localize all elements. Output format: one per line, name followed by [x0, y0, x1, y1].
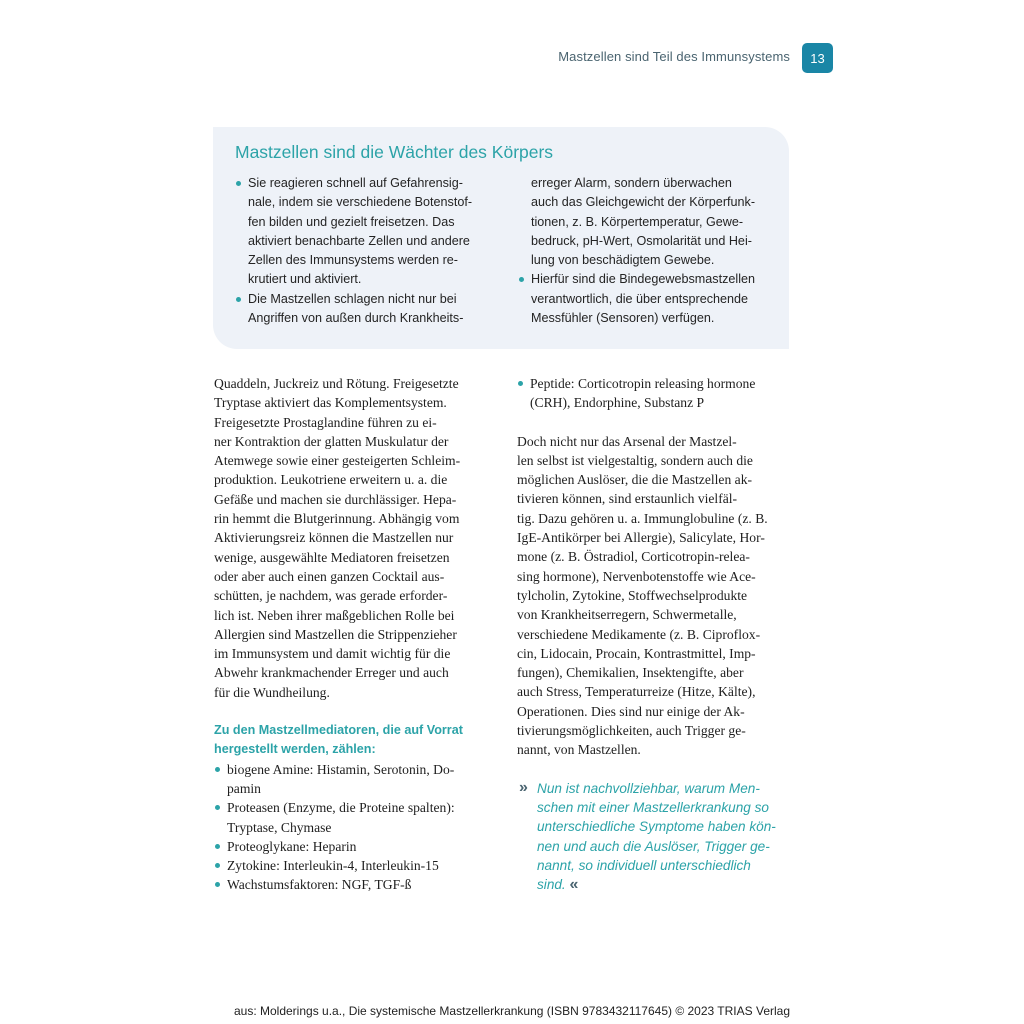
mediators-subheading: Zu den Mastzellmediatoren, die auf Vorrat hergestellt werden, zählen:: [214, 723, 463, 757]
list-item: Proteoglykane: Heparin: [214, 837, 486, 856]
info-box-item-continued: erreger Alarm, sondern überwachen auch das Gleichgewicht der Körperfunk- tionen, z. B. Körpertemperatur, Gewe- bedruck, pH-Wert, Osmolarität und Hei- lung von beschädigtem Gewebe.: [531, 176, 756, 268]
info-box-item: Hierfür sind die Bindegewebsmastzellen verantwortlich, die über entsprechende Messfühler (Sensoren) verfügen.: [518, 270, 773, 328]
peptide-list: [517, 374, 789, 413]
list-item: Wachstumsfaktoren: NGF, TGF-ß: [214, 875, 486, 894]
page-number-badge: 13: [802, 43, 833, 73]
info-box-left-column: [235, 174, 497, 328]
list-item: Proteasen (Enzyme, die Proteine spalten): Tryptase, Chymase: [214, 798, 486, 837]
list-item: Zytokine: Interleukin-4, Interleukin-15: [214, 856, 486, 875]
info-box: [213, 127, 789, 349]
quote-close-icon: «: [569, 876, 579, 894]
pull-quote-text: Nun ist nachvollziehbar, warum Men- schen mit einer Mastzellerkrankung so unterschiedliche Symptome haben kön- nen und auch die Auslöser, Trigger ge- nannt, so individuell unterschiedlich sind.: [537, 780, 776, 893]
running-title: Mastzellen sind Teil des Immunsystems: [558, 49, 790, 64]
right-text-column: [517, 374, 789, 894]
body-paragraph: Quaddeln, Juckreiz und Rötung. Freigesetzte Tryptase aktiviert das Komplementsystem. Freigesetzte Prostaglandine führen zu ei- ner Kontraktion der glatten Muskulatur der Atemwege sowie einer gesteigerten Schleim- produktion. Leukotriene erweitern u. a. die Gefäße und machen sie durchlässiger. Hepa- rin hemmt die Blutgerinnung. Abhängig vom Aktivierungsreiz können die Mastzellen nur wenige, ausgewählte Mediatoren freisetzen oder aber auch einen ganzen Cocktail aus- schütten, je nachdem, was gerade erforder- lich ist. Neben ihrer maßgeblichen Rolle bei Allergien sind Mastzellen die Strippenzieher im Immunsystem und damit wichtig für die Abwehr krankmachender Erreger und auch für die Wundheilung.: [214, 376, 461, 700]
list-item: Peptide: Corticotropin releasing hormone (CRH), Endorphine, Substanz P: [517, 374, 789, 413]
list-item: biogene Amine: Histamin, Serotonin, Do- pamin: [214, 760, 486, 799]
mediators-list: [214, 760, 486, 895]
footer-citation: aus: Molderings u.a., Die systemische Mastzellerkrankung (ISBN 9783432117645) © 2023 TRIAS Verlag: [233, 1004, 791, 1018]
info-box-title: Mastzellen sind die Wächter des Körpers: [235, 142, 554, 162]
info-box-item: Sie reagieren schnell auf Gefahrensig- nale, indem sie verschiedene Botenstof- fen bilden und gezielt freisetzen. Das aktiviert benachbarte Zellen und andere Zellen des Immunsystems werden re- krutiert und aktiviert.: [235, 174, 497, 290]
body-paragraph: Doch nicht nur das Arsenal der Mastzel- len selbst ist vielgestaltig, sondern auch die möglichen Auslöser, die die Mastzellen ak- tivieren können, sind erstaunlich vielfäl- tig. Dazu gehören u. a. Immunglobuline (z. B. IgE-Antikörper bei Allergie), Salicylate, Hor- mone (z. B. Östradiol, Corticotropin-relea- sing hormone), Nervenbotenstoffe wie Ace- tylcholin, Zytokine, Stoffwechselprodukte von Krankheitserregern, Schwermetalle, verschiedene Medikamente (z. B. Ciproflox- cin, Lidocain, Procain, Kontrastmittel, Imp- fungen), Chemikalien, Insektengifte, aber auch Stress, Temperaturreize (Hitze, Kälte), Operationen. Dies sind nur einige der Ak- tivierungsmöglichkeiten, auch Trigger ge- nannt, von Mastzellen.: [517, 433, 768, 758]
info-box-right-column: [518, 174, 773, 328]
left-text-column: [214, 374, 486, 895]
quote-open-icon: »: [519, 778, 528, 796]
pull-quote: [517, 779, 789, 895]
info-box-item: Die Mastzellen schlagen nicht nur bei Angriffen von außen durch Krankheits-: [235, 290, 497, 329]
